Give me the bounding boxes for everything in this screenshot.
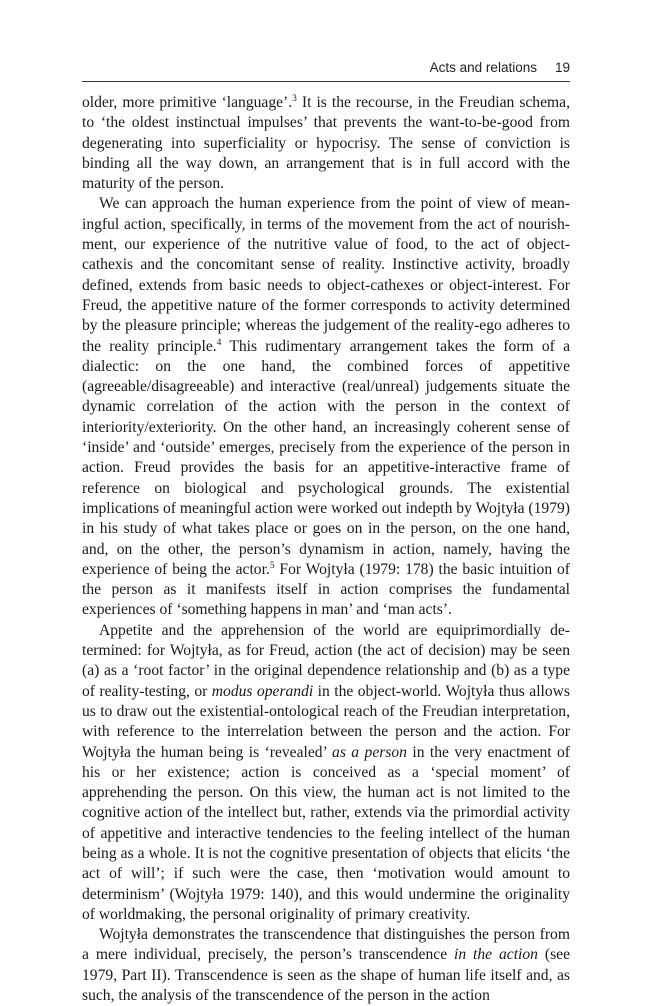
- paragraph: [82, 93, 570, 194]
- paragraph: [82, 621, 570, 925]
- italic-phrase: in the action: [454, 946, 538, 964]
- header-rule: [82, 81, 570, 82]
- text-run: in the very enactment of his or her existence; action is conceived as a ‘special moment’ of apprehending the person. On this view, the human act is not limited to the cognitive action of the intellect but, rather, extends via the primordial activity of appetitive and interactive tendencies to the feeling intellect of the human being as a whole. It is not the cognitive presentation of objects that elicits ‘the act of will’; if such were the case, then ‘motivation would amount to determinism’ (Wojtyła 1979: 140), and this would undermine the originality of worldmaking, the personal originality of primary creativity.: [82, 743, 570, 923]
- paragraph: [82, 925, 570, 1006]
- text-run: We can approach the human experience from the point of view of meaningful action, specifically, in terms of the movement from the act of nourishment, our experience of the nutritive value of food, to the act of object-cathexis and the concomitant sense of reality. Instinctive activity, broadly defined, extends from basic needs to object-cathexes or object-interest. For Freud, the appetitive nature of the former corresponds to activity determined by the pleasure principle; whereas the judgement of the reality-ego adheres to the reality principle.: [82, 195, 570, 355]
- page-number: 19: [554, 60, 570, 75]
- text-run: older, more primitive ‘language’.: [82, 94, 293, 111]
- text-run: (see 1979, Part II). Transcendence is seen as the shape of human life itself and, as such, the analysis of the transcendence of the person in the action: [82, 946, 570, 1005]
- text-run: This rudimentary arrangement takes the form of a dialectic: on the one hand, the combined forces of appetitive (agreeable/disagreeable) and interactive (real/unreal) judgements situate the dynamic correlation of the action with the person in the context of interiority/exteriority. On the other hand, an increasingly coherent sense of ‘inside’ and ‘outside’ emerges, precisely from the experience of the person in action. Freud provides the basis for an appetitive-interactive frame of reference on biological and psychological grounds. The existential implications of meaningful action were worked out indepth by Wojtyła (1979) in his study of what takes place or goes on in the person, on the one hand, and, on the other, the person’s dynamism in action, namely, having the experience of being the actor.: [82, 337, 571, 578]
- running-head: [82, 60, 570, 75]
- paragraph: [82, 194, 570, 620]
- body-text: [82, 93, 570, 1006]
- footnote-marker: 3: [292, 93, 297, 104]
- text-run: in the object-world. Wojtyła thus allows us to draw out the existential-ontological reach of the Freudian interpretation, with reference to the interrelation between the person and the action. For Wojtyła the human being is ‘revealed’: [82, 682, 570, 761]
- footnote-marker: 5: [269, 560, 275, 571]
- italic-phrase: as a person: [332, 743, 407, 761]
- text-run: It is the recourse, in the Freudian schema, to ‘the oldest instinctual impulses’ that prevents the want-to-be-good from degenerating into superficiality or hypocrisy. The sense of conviction is binding all the way down, an arrangement that is in full accord with the maturity of the person.: [82, 94, 570, 193]
- footnote-marker: 4: [216, 337, 222, 348]
- text-run: For Wojtyła (1979: 178) the basic intuition of the person as it manifests itself in action comprises the fundamental experiences of ‘something happens in man’ and ‘man acts’.: [82, 560, 570, 619]
- text-run: Wojtyła demonstrates the transcendence that distinguishes the person from a mere individual, precisely, the person’s transcendence: [82, 926, 570, 964]
- text-run: Appetite and the apprehension of the world are equiprimordially determined: for Wojtyła, as for Freud, action (the act of decision) may be seen (a) as a ‘root factor’ in the original dependence relationship and (b) as a type of reality-testing, or: [82, 621, 570, 700]
- running-head-title: Acts and relations: [429, 60, 537, 75]
- italic-phrase: modus operandi: [211, 682, 314, 700]
